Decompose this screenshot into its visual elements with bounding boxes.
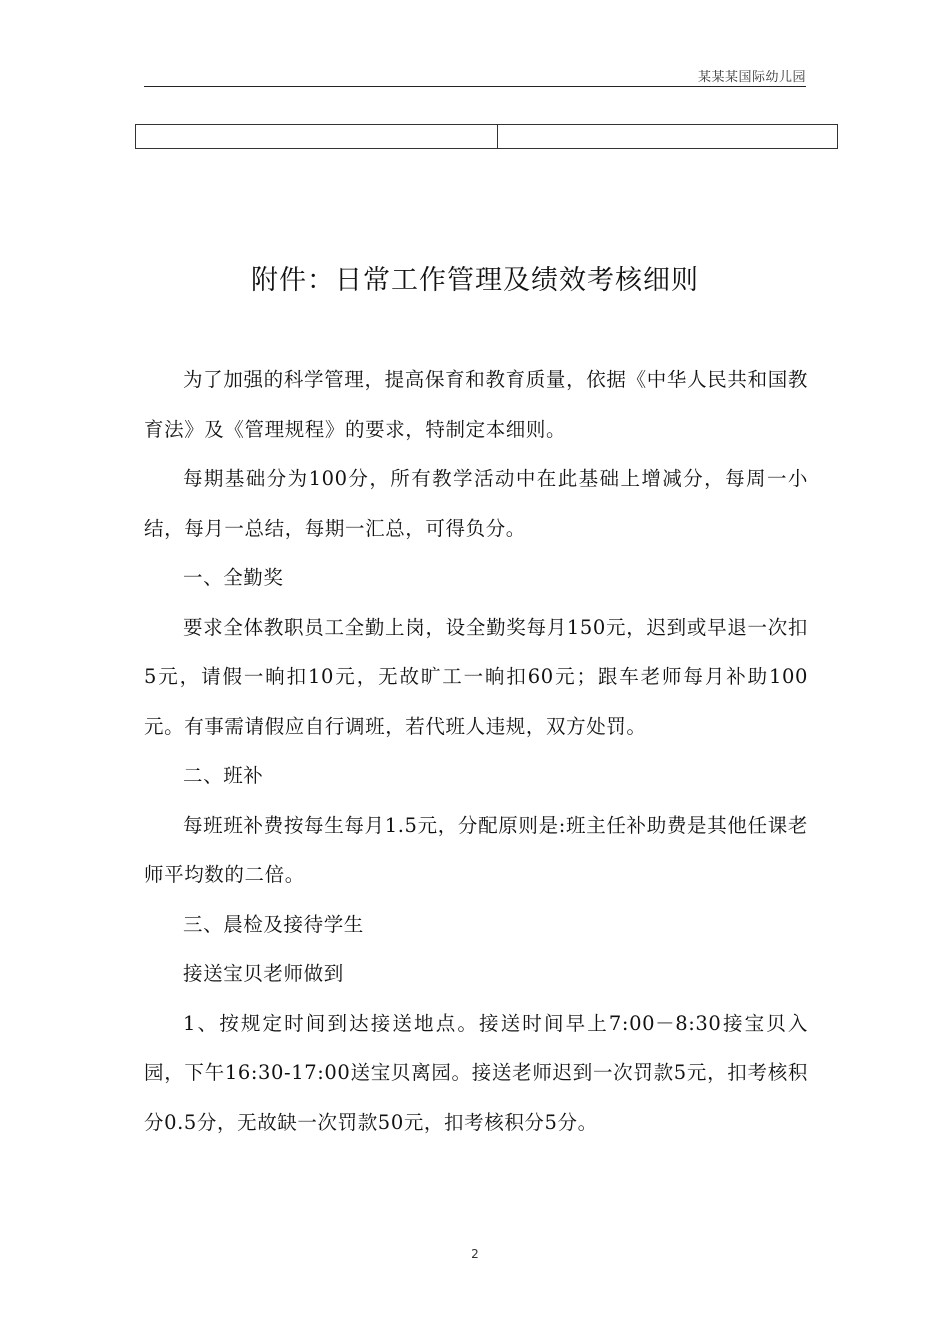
document-title: 附件：日常工作管理及绩效考核细则 — [251, 265, 699, 296]
header-org-name: 某某某国际幼儿园 — [697, 70, 806, 85]
header-divider — [144, 86, 806, 87]
section-heading-morning-check: 三、晨检及接待学生 — [183, 912, 364, 936]
paragraph-base-score: 每期基础分为100分，所有教学活动中在此基础上增减分，每周一小结，每月一总结，每期一汇总，可得负分。 — [144, 467, 808, 540]
page-number: 2 — [471, 1247, 479, 1261]
table-fragment — [135, 124, 838, 149]
section-heading-attendance: 一、全勤奖 — [183, 566, 284, 589]
paragraph-pickup-rule-1: 1、按规定时间到达接送地点。接送时间早上7:00－8:30接宝贝入园，下午16:30-17:00送宝贝离园。接送老师迟到一次罚款5元，扣考核积分0.5分，无故缺一次罚款50元，扣考核积分5分。 — [144, 1011, 808, 1134]
paragraph-intro: 为了加强的科学管理，提高保育和教育质量，依据《中华人民共和国教育法》及《管理规程》的要求，特制定本细则。 — [144, 368, 808, 441]
paragraph-attendance: 要求全体教职员工全勤上岗，设全勤奖每月150元，迟到或早退一次扣5元，请假一晌扣10元，无故旷工一晌扣60元；跟车老师每月补助100元。有事需请假应自行调班，若代班人违规，双方处罚。 — [144, 615, 808, 738]
paragraph-pickup-intro: 接送宝贝老师做到 — [183, 962, 344, 985]
section-heading-class-subsidy: 二、班补 — [183, 764, 264, 787]
document-body — [144, 355, 808, 1147]
table-cell — [136, 125, 498, 148]
paragraph-class-subsidy: 每班班补费按每生每月1.5元，分配原则是:班主任补助费是其他任课老师平均数的二倍。 — [144, 813, 808, 886]
table-cell — [498, 125, 837, 148]
